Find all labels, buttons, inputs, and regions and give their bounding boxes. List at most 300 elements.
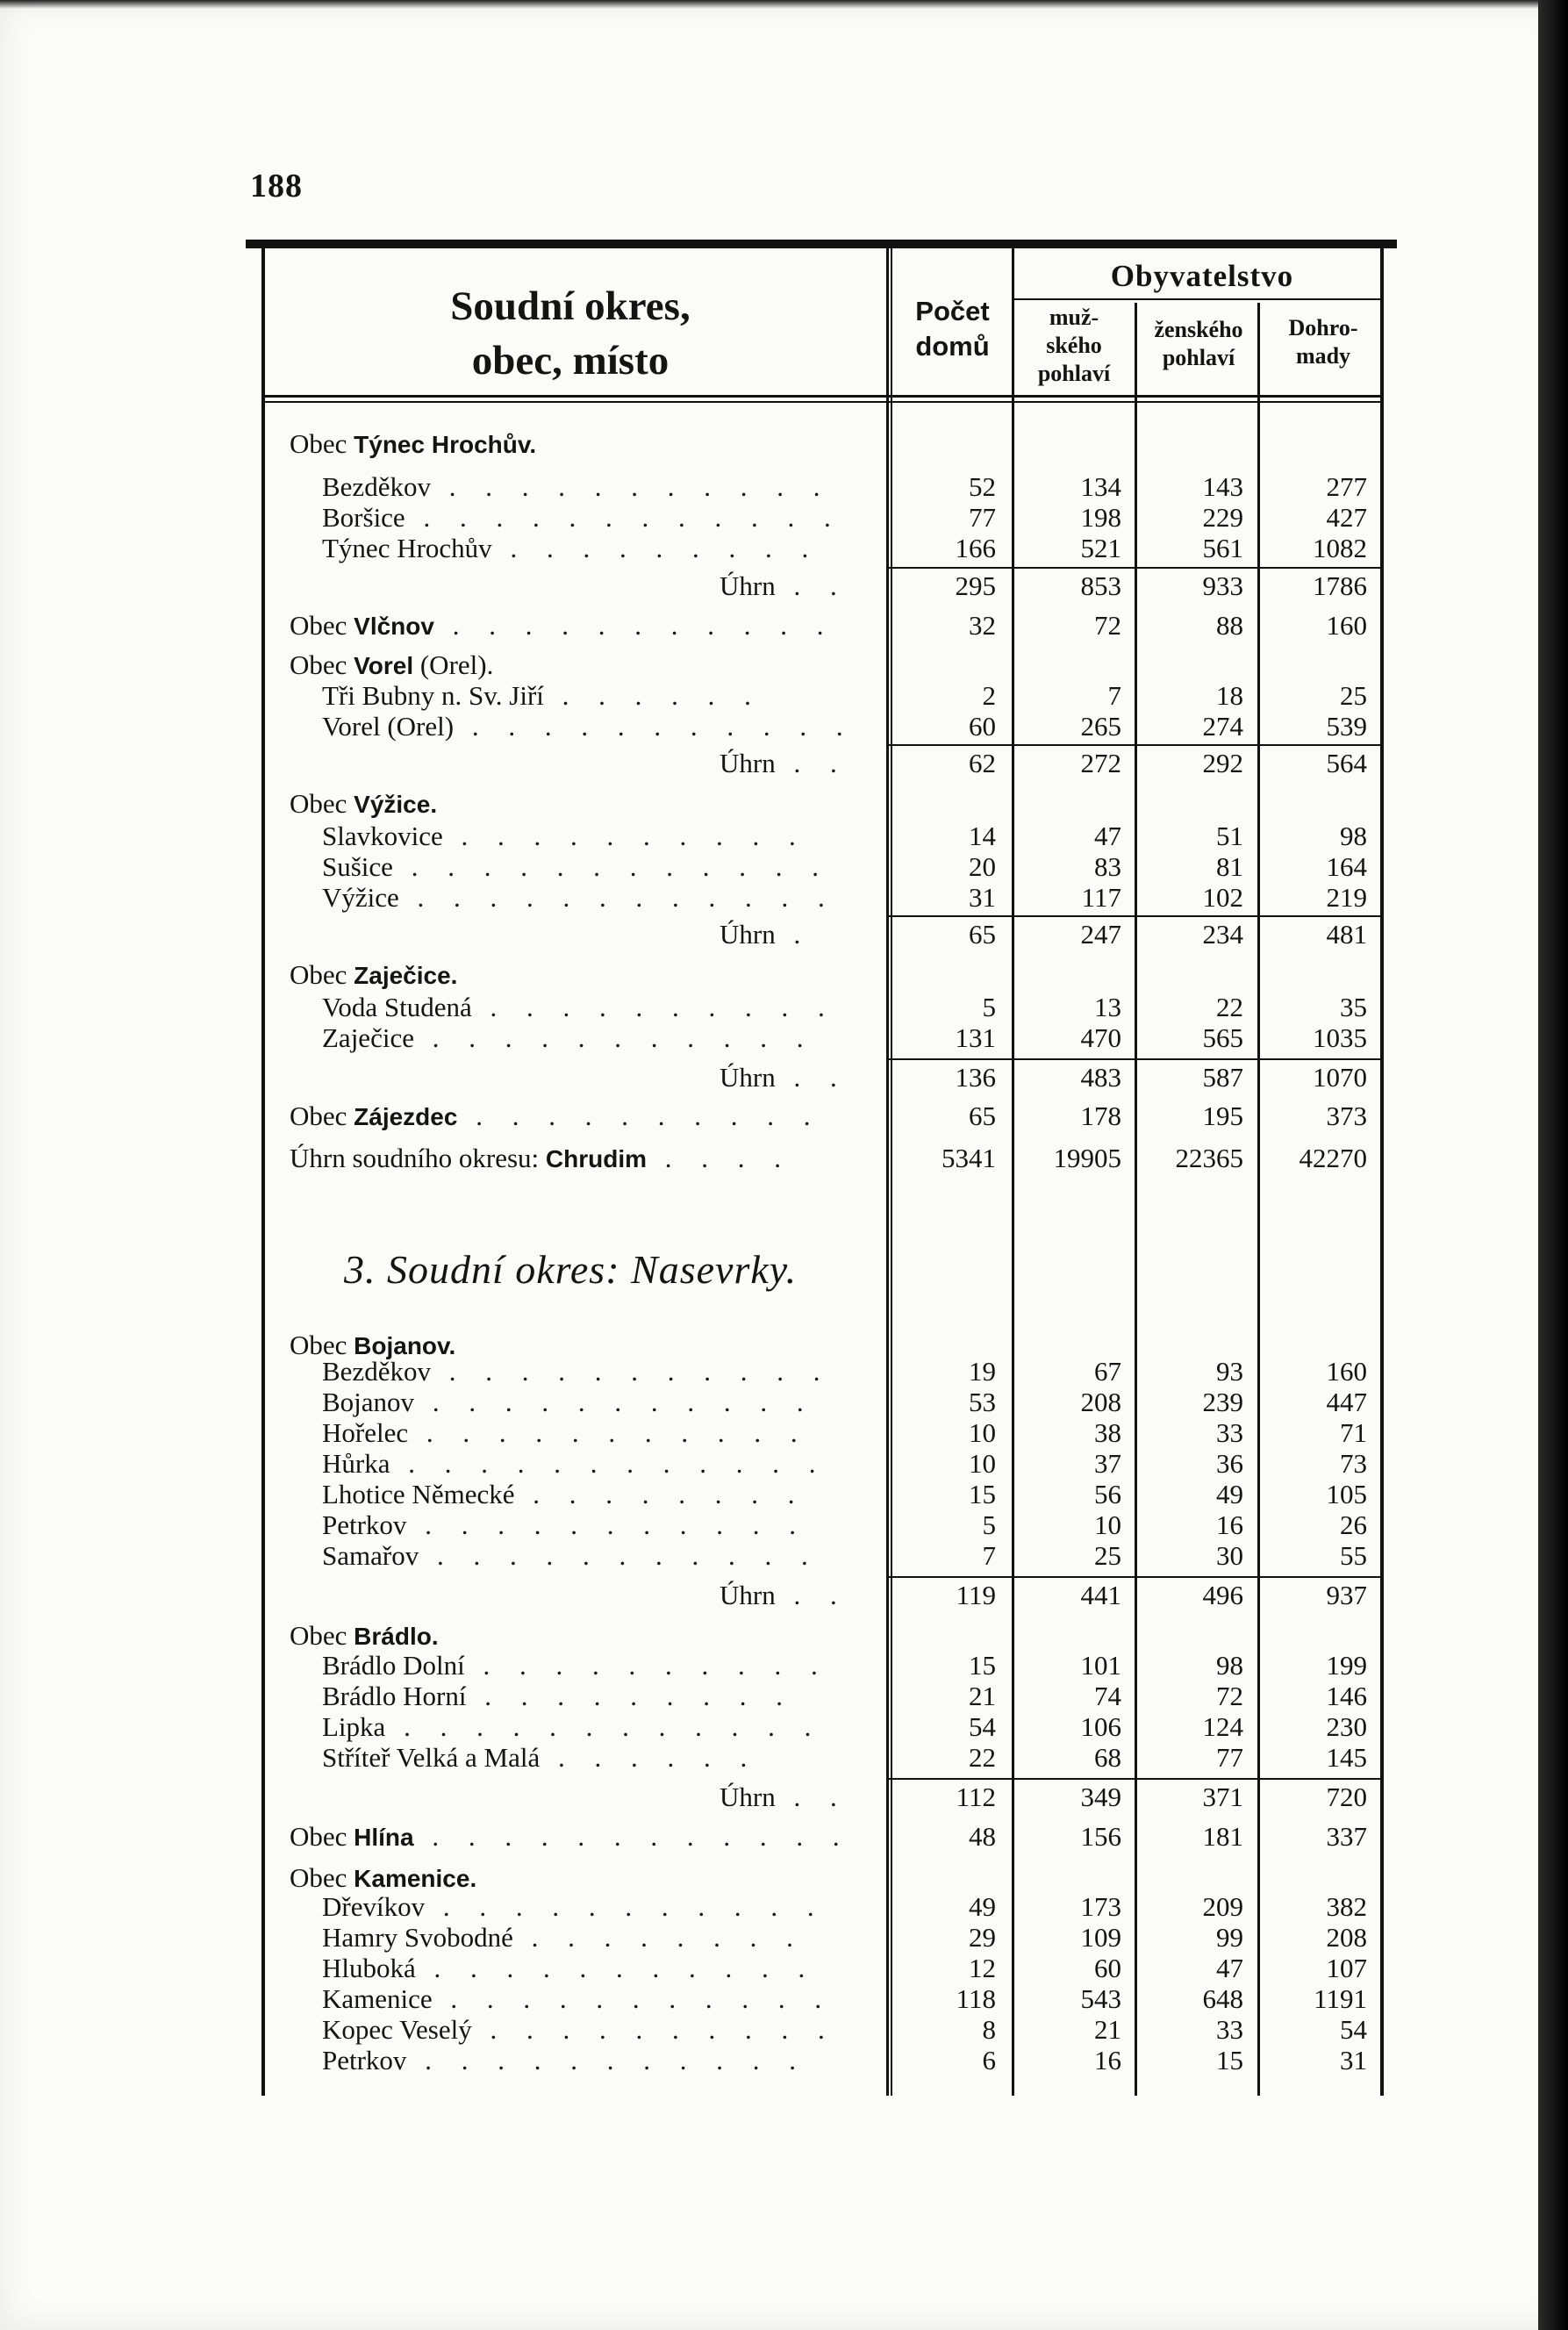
table-row bbox=[0, 471, 1404, 503]
header-male-line1: muž- bbox=[1049, 305, 1099, 330]
label-text: Hluboká bbox=[322, 1953, 416, 1983]
total-value: 199 bbox=[1326, 1650, 1367, 1681]
obec-name: Vorel bbox=[354, 652, 414, 679]
houses-value: 5341 bbox=[942, 1143, 996, 1173]
label-text: Brádlo Horní bbox=[322, 1681, 467, 1711]
male-value: 74 bbox=[1094, 1681, 1121, 1711]
total-value: 26 bbox=[1340, 1509, 1367, 1540]
obec-name: Bojanov. bbox=[354, 1332, 456, 1359]
row-label bbox=[322, 1448, 827, 1480]
obec-name: Chrudim bbox=[545, 1145, 648, 1172]
houses-value: 60 bbox=[969, 711, 996, 742]
table-row bbox=[0, 1922, 1404, 1954]
female-value: 98 bbox=[1216, 1650, 1243, 1681]
total-value: 937 bbox=[1326, 1580, 1367, 1610]
total-value: 1082 bbox=[1313, 533, 1367, 563]
male-value: 13 bbox=[1094, 992, 1121, 1022]
label-text: Obec bbox=[290, 428, 354, 459]
total-value: 35 bbox=[1340, 992, 1367, 1022]
leader-dots: . . . . . . . . bbox=[514, 1479, 806, 1509]
total-value: 427 bbox=[1326, 502, 1367, 533]
header-female-col bbox=[1137, 316, 1260, 372]
female-value: 933 bbox=[1202, 570, 1243, 601]
male-value: 441 bbox=[1080, 1580, 1121, 1610]
houses-value: 53 bbox=[969, 1387, 996, 1417]
table-row bbox=[0, 1891, 1404, 1923]
total-row bbox=[0, 919, 1404, 950]
male-value: 10 bbox=[1094, 1509, 1121, 1540]
total-value: 160 bbox=[1326, 610, 1367, 641]
leader-dots: . . . . . . . . . . . bbox=[413, 1022, 815, 1053]
male-value: 543 bbox=[1080, 1983, 1121, 2014]
label-text: Lipka bbox=[322, 1711, 386, 1742]
row-label bbox=[322, 882, 836, 914]
female-value: 274 bbox=[1202, 711, 1243, 742]
female-value: 93 bbox=[1216, 1356, 1243, 1387]
row-label bbox=[290, 649, 493, 682]
total-value: 564 bbox=[1326, 748, 1367, 778]
label-text: Slavkovice bbox=[322, 821, 443, 851]
label-text: Boršice bbox=[322, 502, 405, 533]
total-value: 1035 bbox=[1313, 1022, 1367, 1053]
leader-dots: . . . . . . . . . . bbox=[471, 992, 836, 1022]
label-text: Úhrn bbox=[720, 1782, 776, 1812]
obec-name: Brádlo. bbox=[354, 1623, 439, 1650]
leader-dots: . . . . . . . . . . . bbox=[406, 2045, 807, 2075]
leader-dots: . . . . . . . . . . bbox=[442, 821, 807, 851]
female-value: 81 bbox=[1216, 851, 1243, 882]
houses-value: 15 bbox=[969, 1479, 996, 1509]
label-text: Voda Studená bbox=[322, 992, 472, 1022]
houses-value: 119 bbox=[956, 1580, 996, 1610]
header-population: Obyvatelstvo bbox=[1110, 259, 1294, 293]
header-total-col bbox=[1262, 314, 1385, 370]
total-value: 219 bbox=[1326, 882, 1367, 913]
total-value: 31 bbox=[1340, 2045, 1367, 2075]
row-label bbox=[290, 428, 536, 461]
houses-value: 32 bbox=[969, 610, 996, 641]
scan-edge-top bbox=[0, 0, 1568, 9]
male-value: 16 bbox=[1094, 2045, 1121, 2075]
total-row bbox=[0, 748, 1404, 779]
female-value: 99 bbox=[1216, 1922, 1243, 1953]
total-value: 1191 bbox=[1314, 1983, 1367, 2014]
label-text: Obec bbox=[290, 1330, 354, 1360]
leader-dots: . . . . . . . . . . . bbox=[419, 1540, 820, 1571]
table-row bbox=[0, 533, 1404, 564]
row-label bbox=[322, 2045, 807, 2076]
male-value: 101 bbox=[1080, 1650, 1121, 1681]
female-value: 102 bbox=[1202, 882, 1243, 913]
male-value: 470 bbox=[1080, 1022, 1121, 1053]
header-total-line1: Dohro- bbox=[1288, 315, 1358, 341]
total-value: 373 bbox=[1326, 1100, 1367, 1131]
subtotal-rule bbox=[889, 744, 1383, 746]
label-text: Úhrn bbox=[720, 1580, 776, 1610]
row-label bbox=[720, 1580, 848, 1611]
label-text: Tři Bubny n. Sv. Jiří bbox=[322, 680, 544, 711]
header-male-col bbox=[1016, 304, 1132, 388]
leader-dots: . . . . . . . . . . . bbox=[430, 1356, 832, 1387]
houses-value: 54 bbox=[969, 1711, 996, 1742]
houses-value: 10 bbox=[969, 1448, 996, 1479]
male-value: 156 bbox=[1080, 1821, 1121, 1852]
label-text: Obec bbox=[290, 788, 354, 819]
obec-row bbox=[0, 1821, 1404, 1853]
male-value: 272 bbox=[1080, 748, 1121, 778]
table-row bbox=[0, 1448, 1404, 1480]
total-value: 42270 bbox=[1299, 1143, 1367, 1173]
houses-value: 31 bbox=[969, 882, 996, 913]
label-text: Samařov bbox=[322, 1540, 419, 1571]
row-label bbox=[322, 680, 763, 712]
subtotal-rule bbox=[889, 1778, 1383, 1780]
label-text: Zaječice bbox=[322, 1022, 414, 1053]
houses-value: 20 bbox=[969, 851, 996, 882]
row-label bbox=[322, 533, 820, 564]
houses-value: 65 bbox=[969, 1100, 996, 1131]
houses-value: 21 bbox=[969, 1681, 996, 1711]
label-text: Obec bbox=[290, 649, 354, 680]
leader-dots: . . . . . . . . . . bbox=[457, 1100, 822, 1131]
male-value: 521 bbox=[1080, 533, 1121, 563]
obec-name: Kamenice. bbox=[354, 1865, 477, 1892]
leader-dots: . . . . . . . . . . . bbox=[415, 1953, 817, 1983]
table-row bbox=[0, 1711, 1404, 1743]
houses-value: 112 bbox=[956, 1782, 996, 1812]
total-value: 277 bbox=[1326, 471, 1367, 502]
label-text: Bezděkov bbox=[322, 1356, 431, 1387]
header-houses-col bbox=[893, 294, 1012, 364]
houses-value: 49 bbox=[969, 1891, 996, 1922]
row-label bbox=[720, 570, 848, 602]
male-value: 178 bbox=[1080, 1100, 1121, 1131]
table-row bbox=[0, 680, 1404, 712]
header-male-line3: pohlaví bbox=[1037, 361, 1111, 386]
label-text: Úhrn bbox=[720, 1062, 776, 1093]
label-text: Hůrka bbox=[322, 1448, 390, 1479]
label-text: Hamry Svobodné bbox=[322, 1922, 513, 1953]
female-value: 181 bbox=[1202, 1821, 1243, 1852]
label-text: Obec bbox=[290, 1620, 354, 1651]
subtotal-rule bbox=[889, 567, 1383, 569]
houses-value: 77 bbox=[969, 502, 996, 533]
obec-name: Týnec Hrochův. bbox=[354, 431, 537, 458]
houses-value: 295 bbox=[955, 570, 996, 601]
female-value: 371 bbox=[1202, 1782, 1243, 1812]
total-value: 230 bbox=[1326, 1711, 1367, 1742]
total-value: 25 bbox=[1340, 680, 1367, 711]
table-row bbox=[0, 1650, 1404, 1681]
leader-dots: . . . . . . . . . . . bbox=[408, 1417, 809, 1448]
row-label bbox=[322, 1953, 816, 1984]
total-value: 54 bbox=[1340, 2014, 1367, 2045]
female-value: 209 bbox=[1202, 1891, 1243, 1922]
row-label bbox=[290, 1620, 439, 1653]
leader-dots: . . . . . . . . . . . . bbox=[405, 502, 842, 533]
female-value: 18 bbox=[1216, 680, 1243, 711]
label-text: Úhrn bbox=[720, 570, 776, 601]
leader-dots: . bbox=[775, 919, 813, 950]
male-value: 60 bbox=[1094, 1953, 1121, 1983]
header-female-line2: pohlaví bbox=[1162, 345, 1235, 370]
total-value: 1786 bbox=[1313, 570, 1367, 601]
houses-value: 6 bbox=[982, 2045, 996, 2075]
obec-row bbox=[0, 959, 1404, 991]
table-row bbox=[0, 2045, 1404, 2076]
male-value: 47 bbox=[1094, 821, 1121, 851]
row-label bbox=[322, 471, 831, 503]
male-value: 67 bbox=[1094, 1356, 1121, 1387]
row-label bbox=[290, 788, 437, 821]
male-value: 208 bbox=[1080, 1387, 1121, 1417]
obec-row bbox=[0, 649, 1404, 681]
male-value: 56 bbox=[1094, 1479, 1121, 1509]
leader-dots: . . . . . . . . . . . . bbox=[392, 851, 830, 882]
row-label bbox=[720, 919, 812, 950]
table-row bbox=[0, 1479, 1404, 1510]
leader-dots: . . . . . . . . . . . . bbox=[390, 1448, 827, 1479]
houses-value: 19 bbox=[969, 1356, 996, 1387]
table-top-rule bbox=[246, 240, 1397, 248]
row-label bbox=[290, 610, 834, 642]
label-text: Kopec Veselý bbox=[322, 2014, 472, 2045]
houses-value: 131 bbox=[955, 1022, 996, 1053]
leader-dots: . . . . . . . . . . . . bbox=[385, 1711, 823, 1742]
male-value: 117 bbox=[1081, 882, 1121, 913]
table-row bbox=[0, 882, 1404, 914]
population-header-rule bbox=[1014, 298, 1383, 300]
male-value: 173 bbox=[1080, 1891, 1121, 1922]
leader-dots: . . bbox=[775, 570, 848, 601]
male-value: 247 bbox=[1080, 919, 1121, 950]
houses-value: 12 bbox=[969, 1953, 996, 1983]
obec-row bbox=[0, 1620, 1404, 1652]
label-text: Úhrn bbox=[720, 919, 776, 950]
table-row bbox=[0, 711, 1404, 742]
total-value: 160 bbox=[1326, 1356, 1367, 1387]
houses-value: 65 bbox=[969, 919, 996, 950]
leader-dots: . . . . . . bbox=[543, 680, 763, 711]
label-text: Stříteř Velká a Malá bbox=[322, 1742, 541, 1773]
female-value: 49 bbox=[1216, 1479, 1243, 1509]
female-value: 22 bbox=[1216, 992, 1243, 1022]
leader-dots: . . . . . . . . . . . bbox=[454, 711, 855, 742]
label-text: Vorel (Orel) bbox=[322, 711, 455, 742]
total-value: 145 bbox=[1326, 1742, 1367, 1773]
male-value: 198 bbox=[1080, 502, 1121, 533]
houses-value: 166 bbox=[955, 533, 996, 563]
leader-dots: . . bbox=[775, 748, 848, 778]
leader-dots: . . . . . . . . . . . bbox=[425, 1891, 826, 1922]
female-value: 77 bbox=[1216, 1742, 1243, 1773]
total-value: 1070 bbox=[1313, 1062, 1367, 1093]
male-value: 265 bbox=[1080, 711, 1121, 742]
row-label bbox=[322, 1022, 814, 1054]
leader-dots: . . . . . . . . . . . bbox=[432, 1983, 834, 2014]
subtotal-rule bbox=[889, 1576, 1383, 1578]
row-label bbox=[322, 1650, 829, 1681]
houses-value: 62 bbox=[969, 748, 996, 778]
label-text: Sušice bbox=[322, 851, 393, 882]
leader-dots: . . . . bbox=[647, 1143, 793, 1173]
row-label bbox=[290, 1100, 821, 1133]
table-row bbox=[0, 1742, 1404, 1774]
table-row bbox=[0, 1540, 1404, 1572]
houses-value: 15 bbox=[969, 1650, 996, 1681]
row-label bbox=[290, 959, 457, 992]
row-label bbox=[322, 1681, 794, 1712]
label-text: Petrkov bbox=[322, 1509, 407, 1540]
label-text: Obec bbox=[290, 1100, 354, 1131]
total-value: 720 bbox=[1326, 1782, 1367, 1812]
label-text: Úhrn soudního okresu: bbox=[290, 1143, 546, 1173]
male-value: 349 bbox=[1080, 1782, 1121, 1812]
total-row bbox=[0, 1062, 1404, 1093]
male-value: 38 bbox=[1094, 1417, 1121, 1448]
female-value: 72 bbox=[1216, 1681, 1243, 1711]
subtotal-rule bbox=[889, 915, 1383, 917]
leader-dots: . . . . . . . . . . bbox=[464, 1650, 829, 1681]
obec-name: Výžice. bbox=[354, 791, 438, 818]
male-value: 134 bbox=[1080, 471, 1121, 502]
male-value: 19905 bbox=[1053, 1143, 1121, 1173]
table-row bbox=[0, 992, 1404, 1023]
female-value: 292 bbox=[1202, 748, 1243, 778]
total-value: 146 bbox=[1326, 1681, 1367, 1711]
total-value: 539 bbox=[1326, 711, 1367, 742]
table-row bbox=[0, 1983, 1404, 2015]
label-text: Obec bbox=[290, 1862, 354, 1893]
female-value: 229 bbox=[1202, 502, 1243, 533]
leader-dots: . . bbox=[775, 1782, 848, 1812]
female-value: 561 bbox=[1202, 533, 1243, 563]
label-text: Dřevíkov bbox=[322, 1891, 426, 1922]
total-row bbox=[0, 1782, 1404, 1813]
female-value: 36 bbox=[1216, 1448, 1243, 1479]
female-value: 565 bbox=[1202, 1022, 1243, 1053]
total-value: 55 bbox=[1340, 1540, 1367, 1571]
female-value: 30 bbox=[1216, 1540, 1243, 1571]
page-number: 188 bbox=[250, 168, 303, 204]
houses-value: 52 bbox=[969, 471, 996, 502]
female-value: 239 bbox=[1202, 1387, 1243, 1417]
male-value: 109 bbox=[1080, 1922, 1121, 1953]
label-text: Petrkov bbox=[322, 2045, 407, 2075]
total-value: 71 bbox=[1340, 1417, 1367, 1448]
female-value: 47 bbox=[1216, 1953, 1243, 1983]
label-text: Obec bbox=[290, 1821, 354, 1852]
row-label bbox=[322, 1356, 831, 1387]
header-bottom-rule-2 bbox=[263, 401, 1383, 403]
female-value: 16 bbox=[1216, 1509, 1243, 1540]
houses-value: 5 bbox=[982, 1509, 996, 1540]
houses-value: 22 bbox=[969, 1742, 996, 1773]
table-row bbox=[0, 2014, 1404, 2046]
houses-value: 14 bbox=[969, 821, 996, 851]
header-district-line2: obec, místo bbox=[471, 338, 669, 384]
total-value: 382 bbox=[1326, 1891, 1367, 1922]
female-value: 22365 bbox=[1175, 1143, 1243, 1173]
header-bottom-rule bbox=[263, 395, 1383, 398]
leader-dots: . . bbox=[775, 1062, 848, 1093]
male-value: 106 bbox=[1080, 1711, 1121, 1742]
male-value: 853 bbox=[1080, 570, 1121, 601]
female-value: 143 bbox=[1202, 471, 1243, 502]
female-value: 648 bbox=[1202, 1983, 1243, 2014]
male-value: 68 bbox=[1094, 1742, 1121, 1773]
obec-row bbox=[0, 788, 1404, 820]
male-value: 72 bbox=[1094, 610, 1121, 641]
header-houses-line2: domů bbox=[915, 331, 990, 362]
total-value: 208 bbox=[1326, 1922, 1367, 1953]
row-label bbox=[322, 1891, 826, 1923]
label-text: Týnec Hrochův bbox=[322, 533, 492, 563]
houses-value: 8 bbox=[982, 2014, 996, 2045]
label-text: Úhrn bbox=[720, 748, 776, 778]
row-label bbox=[322, 1540, 820, 1572]
row-label bbox=[290, 1862, 476, 1895]
obec-name: Vlčnov bbox=[354, 613, 434, 640]
row-label bbox=[322, 502, 842, 534]
male-value: 483 bbox=[1080, 1062, 1121, 1093]
houses-value: 7 bbox=[982, 1540, 996, 1571]
table-row bbox=[0, 821, 1404, 852]
header-district-line1: Soudní okres, bbox=[450, 283, 691, 329]
row-label bbox=[290, 1143, 792, 1175]
total-value: 105 bbox=[1326, 1479, 1367, 1509]
male-value: 7 bbox=[1107, 680, 1121, 711]
table-row bbox=[0, 1022, 1404, 1054]
female-value: 33 bbox=[1216, 1417, 1243, 1448]
leader-dots: . . . . . . . . . . . . bbox=[398, 882, 836, 913]
leader-dots: . . . . . . . . . . . . bbox=[413, 1821, 851, 1852]
table-row bbox=[0, 1681, 1404, 1712]
section-title: 3. Soudní okres: Nasevrky. bbox=[344, 1247, 798, 1292]
header-district-col bbox=[268, 279, 873, 388]
row-label bbox=[322, 2014, 836, 2046]
label-text: Bojanov bbox=[322, 1387, 415, 1417]
total-value: 447 bbox=[1326, 1387, 1367, 1417]
row-label bbox=[322, 1983, 833, 2015]
leader-dots: . . . . . . . . . bbox=[466, 1681, 794, 1711]
leader-dots: . . . . . . . . . bbox=[491, 533, 820, 563]
row-label bbox=[322, 1479, 805, 1510]
obec-row bbox=[0, 428, 1404, 460]
table-row bbox=[0, 1387, 1404, 1418]
row-label bbox=[720, 1062, 848, 1093]
label-text: Hořelec bbox=[322, 1417, 409, 1448]
table-row bbox=[0, 1417, 1404, 1449]
leader-dots: . . bbox=[775, 1580, 848, 1610]
leader-dots: . . . . . . . . . . . bbox=[430, 471, 832, 502]
total-value: 73 bbox=[1340, 1448, 1367, 1479]
male-value: 83 bbox=[1094, 851, 1121, 882]
row-label bbox=[290, 1821, 851, 1853]
total-row bbox=[0, 1580, 1404, 1611]
houses-value: 10 bbox=[969, 1417, 996, 1448]
female-value: 51 bbox=[1216, 821, 1243, 851]
row-label bbox=[322, 992, 836, 1023]
header-houses-line1: Počet bbox=[915, 296, 990, 326]
row-label bbox=[322, 1922, 805, 1954]
table-row bbox=[0, 851, 1404, 883]
leader-dots: . . . . . . . . . . . bbox=[414, 1387, 815, 1417]
total-row bbox=[0, 570, 1404, 602]
label-text: Brádlo Dolní bbox=[322, 1650, 465, 1681]
leader-dots: . . . . . . . . . . bbox=[471, 2014, 836, 2045]
obec-row bbox=[0, 610, 1404, 642]
